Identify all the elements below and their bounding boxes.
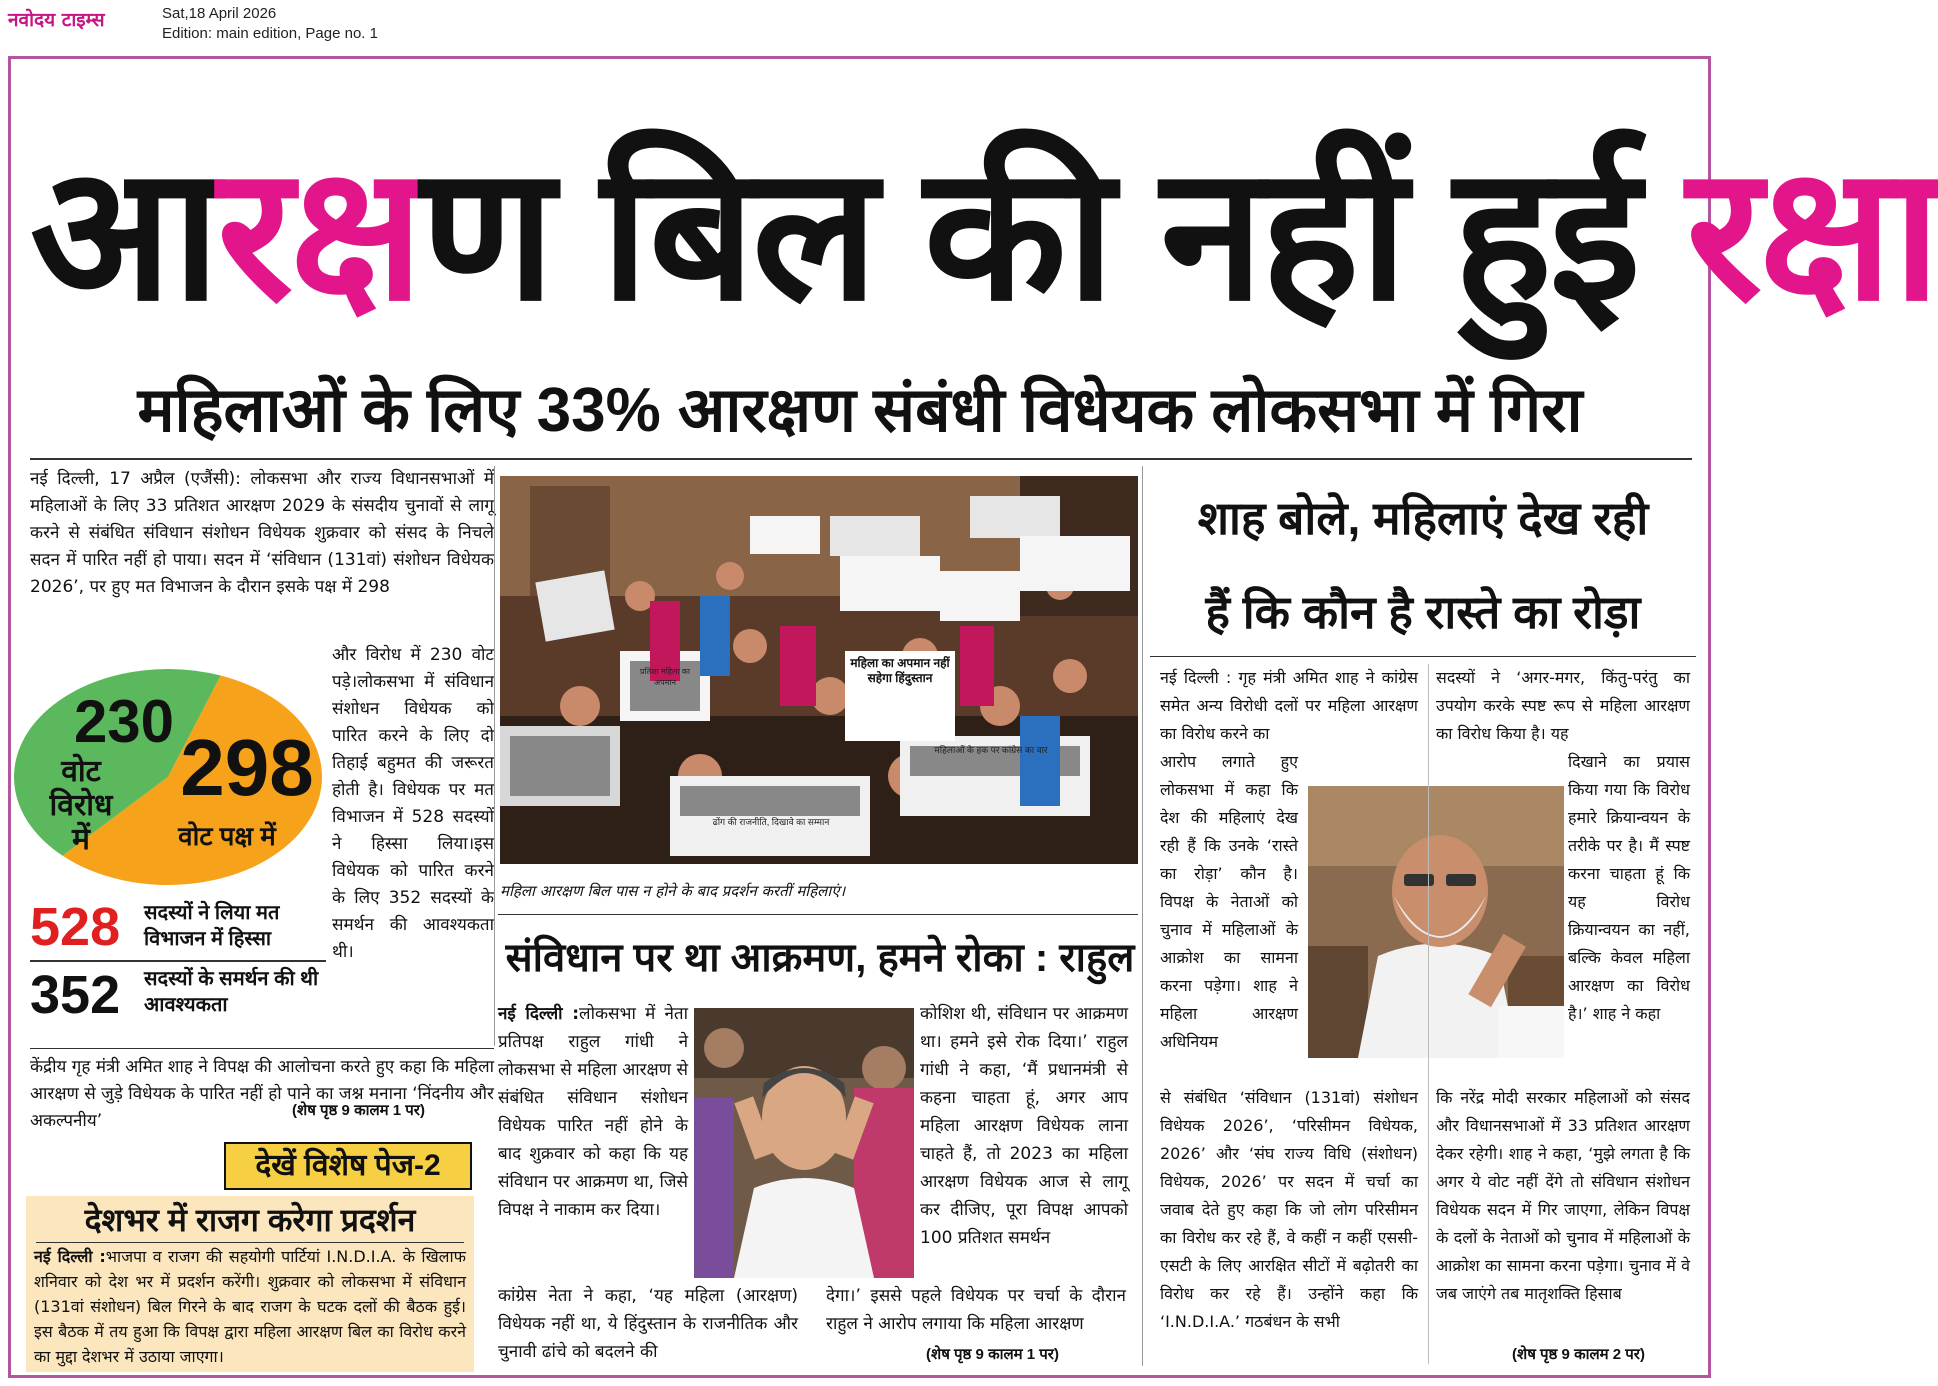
column-divider-right: [1142, 466, 1143, 1366]
rahul-continued-link[interactable]: (शेष पृष्ठ 9 कालम 1 पर): [926, 1346, 1059, 1363]
stat-528-number: 528: [30, 897, 121, 957]
divider-middle: [498, 914, 1138, 915]
against-votes-label: वोट विरोध में: [49, 755, 113, 856]
edition-line: Edition: main edition, Page no. 1: [162, 25, 378, 42]
nda-protest-box: [26, 1196, 474, 1372]
main-headline: [30, 120, 1938, 350]
for-votes-label: वोट पक्ष में: [178, 821, 276, 851]
sub-headline: महिलाओं के लिए 33% आरक्षण संबंधी विधेयक लोकसभा में गिरा: [137, 376, 1583, 445]
rahul-col2b: देगा।’ इससे पहले विधेयक पर चर्चा के दौरान राहुल ने आरोप लगाया कि महिला आरक्षण: [826, 1286, 1126, 1334]
placard-text-3: प्रतिशा महिला का अपमान: [640, 667, 690, 687]
protest-photo: [500, 476, 1138, 864]
shah-col2-narrow: दिखाने का प्रयास किया गया कि विरोध हमारे क्रियान्वयन के तरीके पर है। मैं स्पष्ट करना चाहता हूं कि यह विरोध क्रियान्वयन का नहीं, बल्कि केवल महिला आरक्षण का विरोध है।’ शाह ने कहा: [1568, 752, 1690, 1023]
divider-top: [30, 458, 1692, 460]
shah-headline-line1: शाह बोले, महिलाएं देख रही: [1197, 492, 1649, 544]
headline-part-4: रक्षा: [1686, 131, 1938, 338]
lead-story-top: नई दिल्ली, 17 अप्रैल (एजैंसी): लोकसभा और राज्य विधानसभाओं में महिलाओं के लिए 33 प्रतिशत आरक्षण 2029 के संसदीय चुनावों से लागू करने से संबंधित संविधान संशोधन विधेयक शुक्रवार को संसद के निचले सदन में पारित नहीं हो पाया। सदन में ‘संविधान (131वां) संशोधन विधेयक 2026’, पर हुए मत विभाजन के दौरान इसके पक्ष में 298: [30, 469, 494, 597]
nda-box-text: भाजपा व राजग की सहयोगी पार्टियां I.N.D.I.A. के खिलाफ शनिवार को देश भर में प्रदर्शन करेंगी। शुक्रवार को लोकसभा में संविधान (131वां संशोधन) बिल गिरने के बाद राजग के घटक दलों की बैठक हुई। इस बैठक में तय हुआ कि विपक्ष द्वारा महिला आरक्षण बिल का विरोध करने का मुद्दा देशभर में उठाया जाएगा।: [34, 1247, 466, 1366]
shah-col2-top: सदस्यों ने ‘अगर-मगर, किंतु-परंतु का उपयोग करके स्पष्ट रूप से महिला आरक्षण का विरोध किया है। यह: [1436, 668, 1690, 743]
rahul-photo: [694, 1008, 914, 1278]
stats-divider: [30, 960, 326, 962]
stat-352-label: सदस्यों के समर्थन की थी आवश्यकता: [144, 968, 319, 1016]
shah-col2-bottom: कि नरेंद्र मोदी सरकार महिलाओं को संसद और विधानसभाओं में 33 प्रतिशत आरक्षण देकर रहेगी। शाह ने कहा, ‘मुझे लगता है कि अगर ये वोट नहीं देंगे तो संविधान संशोधन विधेयक सदन में गिर जाएगा, लेकिन विपक्ष के दलों के नेताओं को चुनाव में महिलाओं के आक्रोश का सामना करना पड़ेगा। चुनाव में वे जब जाएंगे तब मातृशक्ति हिसाब: [1436, 1088, 1690, 1303]
stat-528-label: सदस्यों ने लिया मत विभाजन में हिस्सा: [144, 902, 280, 950]
lead-story-side: और विरोध में 230 वोट पड़े।लोकसभा में संविधान संशोधन विधेयक को पारित करने के लिए दो तिहाई बहुमत की जरूरत होती है। विधेयक पर मत विभाजन में 528 सदस्यों ने हिस्सा लिया।इस विधेयक को पारित करने के लिए 352 सदस्यों के समर्थन की आवश्यकता थी।: [332, 645, 494, 962]
shah-col1-top: नई दिल्ली : गृह मंत्री अमित शाह ने कांग्रेस समेत अन्य विरोधी दलों पर महिला आरक्षण का विरोध करने का: [1160, 668, 1418, 743]
protest-photo-image: [500, 476, 1138, 864]
placard-text-1: महिला का अपमान नहीं सहेगा हिंदुस्तान: [850, 656, 950, 685]
shah-headline-rule: [1150, 656, 1696, 657]
rahul-dateline: नई दिल्ली :: [498, 1004, 580, 1024]
rahul-col1b: कांग्रेस नेता ने कहा, ‘यह महिला (आरक्षण) विधेयक नहीं था, ये हिंदुस्तान के राजनीतिक और चुनावी ढांचे को बदलने की: [498, 1286, 798, 1362]
headline-part-1: आ: [30, 131, 218, 338]
divider-lead: [30, 1048, 494, 1049]
shah-column-divider: [1428, 664, 1429, 1364]
rahul-col1-text: लोकसभा में नेता प्रतिपक्ष राहुल गांधी ने लोकसभा से महिला आरक्षण से संबंधित संविधान संशोधन विधेयक पारित नहीं होने के बाद शुक्रवार को कहा कि यह संविधान पर आक्रमण था, जिसे विपक्ष ने नाकाम कर दिया।: [498, 1004, 688, 1220]
lead-story-bottom: केंद्रीय गृह मंत्री अमित शाह ने विपक्ष की आलोचना करते हुए कहा कि महिला आरक्षण से जुड़े विधेयक के पारित नहीं हो पाने का जश्न मनाना ‘निंदनीय और अकल्पनीय’: [30, 1057, 494, 1131]
placard-text-4: ढोंग की राजनीति, दिखावे का सम्मान: [712, 817, 830, 827]
nda-box-body: [34, 1244, 466, 1368]
newspaper-logo: नवोदय टाइम्स: [8, 9, 105, 31]
shah-col1-bottom: से संबंधित ‘संविधान (131वां) संशोधन विधेयक 2026’, ‘परिसीमन विधेयक, 2026’ और ‘संघ राज्य विधि (संशोधन) विधेयक, 2026’ पर सदन में चर्चा का जवाब देते हुए कहा कि जो लोग परिसीमन का विरोध कर रहे हैं, वे कहीं न कहीं एससी-एसटी के लिए आरक्षित सीटों में बढ़ोतरी का विरोध कर रहे हैं। उन्होंने कहा कि ‘I.N.D.I.A.’ गठबंधन के सभी: [1160, 1088, 1418, 1331]
against-votes-number: 230: [73, 688, 175, 755]
rahul-photo-image: [694, 1008, 914, 1278]
rahul-headline: संविधान पर था आक्रमण, हमने रोका : राहुल: [505, 936, 1135, 980]
placard-text-2: महिलाओं के हक पर कांग्रेस का वार: [934, 745, 1048, 755]
vote-pie-chart: [12, 667, 324, 887]
nda-box-title: देशभर में राजग करेगा प्रदर्शन: [84, 1202, 416, 1238]
for-votes-number: 298: [180, 723, 314, 812]
nda-box-dateline: नई दिल्ली :: [34, 1247, 106, 1266]
column-divider-left: [494, 466, 495, 1046]
special-page-box[interactable]: देखें विशेष पेज-2: [224, 1142, 472, 1190]
nda-box-rule: [36, 1242, 464, 1243]
rahul-col1: [498, 1000, 688, 1290]
shah-col1-narrow: आरोप लगाते हुए लोकसभा में कहा कि देश की महिलाएं देख रही हैं कि उनके ‘रास्ते का रोड़ा’ कौन है। विपक्ष के नेताओं को चुनाव में महिलाओं के आक्रोश का सामना करना पड़ेगा। शाह ने महिला आरक्षण अधिनियम: [1160, 752, 1298, 1051]
shah-photo: [1308, 786, 1564, 1058]
lead-continued-link[interactable]: (शेष पृष्ठ 9 कालम 1 पर): [292, 1102, 425, 1119]
protest-photo-caption: महिला आरक्षण बिल पास न होने के बाद प्रदर्शन करतीं महिलाएं।: [500, 882, 846, 900]
shah-continued-link[interactable]: (शेष पृष्ठ 9 कालम 2 पर): [1512, 1346, 1645, 1363]
headline-part-2: रक्ष: [217, 131, 421, 338]
shah-photo-image: [1308, 786, 1564, 1058]
edition-info: [162, 4, 378, 44]
issue-date: Sat,18 April 2026: [162, 5, 277, 22]
stat-352-number: 352: [30, 965, 121, 1025]
rahul-col2: कोशिश थी, संविधान पर आक्रमण था। हमने इसे रोक दिया।’ राहुल गांधी ने कहा, ‘मैं प्रधानमंत्री से कहना चाहता हूं, अगर आप महिला आरक्षण विधेयक लाना चाहते हैं, तो 2023 का महिला आरक्षण विधेयक आज से लागू कर दीजिए, पूरा विपक्ष आपको 100 प्रतिशत समर्थन: [920, 1004, 1128, 1248]
shah-headline-line2: हैं कि कौन है रास्ते का रोड़ा: [1205, 586, 1641, 638]
headline-part-3: ण बिल की नहीं हुई: [420, 131, 1687, 338]
